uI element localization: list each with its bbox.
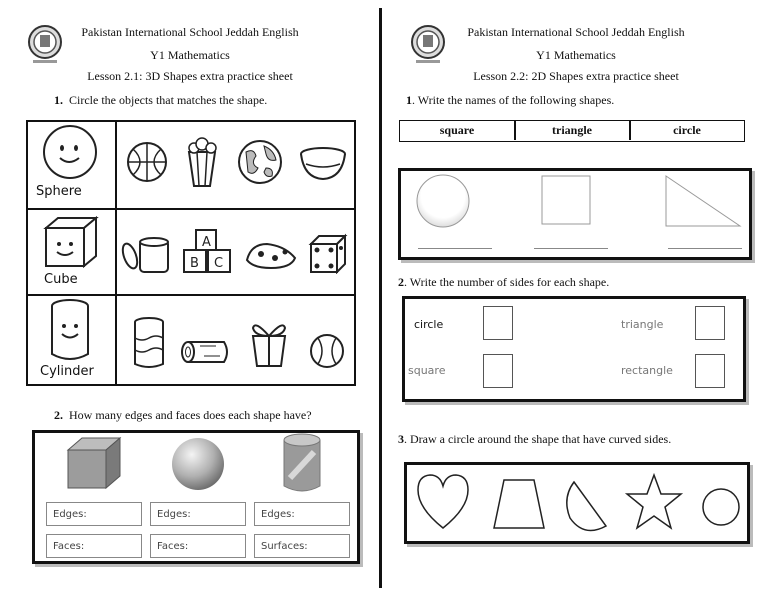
- cube-3d-icon: [64, 434, 124, 492]
- cheese-icon[interactable]: [245, 238, 297, 272]
- question-text: How many edges and faces does each shape have?: [69, 408, 312, 422]
- block-letter-b: B: [190, 256, 199, 271]
- question-number: 3: [398, 432, 404, 446]
- sides-label-circle: circle: [414, 318, 444, 331]
- question-2-left: [54, 408, 312, 423]
- can-icon[interactable]: [132, 316, 166, 370]
- block-letter-a: A: [202, 235, 211, 250]
- question-text: . Write the names of the following shapes.: [412, 93, 615, 107]
- page-divider: [379, 8, 382, 588]
- square-shape-icon: [540, 174, 594, 228]
- basketball-icon[interactable]: [125, 140, 169, 184]
- sides-label-triangle: triangle: [621, 318, 664, 331]
- question-text: Circle the objects that matches the shape.: [69, 93, 268, 107]
- edges-input-cylinder[interactable]: Edges:: [254, 502, 350, 526]
- question-1-left: [54, 93, 267, 108]
- question-number: 2.: [54, 408, 63, 422]
- edges-input-cube[interactable]: Edges:: [46, 502, 142, 526]
- faces-input-sphere[interactable]: Faces:: [150, 534, 246, 558]
- school-logo-left: [25, 24, 65, 66]
- sides-input-rectangle[interactable]: [695, 354, 725, 388]
- word-bank: [399, 120, 745, 142]
- sphere-label: Sphere: [36, 184, 82, 199]
- answer-line-square[interactable]: [534, 248, 608, 249]
- globe-icon[interactable]: [236, 138, 284, 186]
- school-name-right: Pakistan International School Jeddah English: [467, 25, 685, 39]
- heart-shape-icon[interactable]: [414, 470, 472, 532]
- cube-label: Cube: [44, 272, 78, 287]
- block-letter-c: C: [214, 256, 224, 271]
- popcorn-icon[interactable]: [184, 136, 220, 188]
- sides-input-triangle[interactable]: [695, 306, 725, 340]
- gift-icon[interactable]: [245, 316, 293, 368]
- answer-line-circle[interactable]: [418, 248, 492, 249]
- sides-label-square: square: [408, 364, 446, 377]
- triangle-shape-icon: [664, 174, 744, 230]
- jar-icon[interactable]: [120, 234, 172, 274]
- word-square: square: [439, 123, 475, 137]
- cylinder-3d-icon: [280, 432, 324, 496]
- cylinder-character-icon: [46, 298, 94, 364]
- question-number: 1.: [54, 93, 63, 107]
- star-shape-icon[interactable]: [624, 472, 684, 532]
- cube-character-icon: [40, 214, 100, 270]
- edges-input-sphere[interactable]: Edges:: [150, 502, 246, 526]
- sides-input-circle[interactable]: [483, 306, 513, 340]
- question-2-right: [398, 275, 609, 290]
- surfaces-input-cylinder[interactable]: Surfaces:: [254, 534, 350, 558]
- circle-outline-shape-icon[interactable]: [700, 486, 742, 528]
- word-triangle: triangle: [552, 123, 592, 137]
- sphere-3d-icon: [170, 436, 226, 492]
- log-icon[interactable]: [180, 336, 232, 368]
- subject-left: Y1 Mathematics: [150, 48, 230, 62]
- question-number: 1: [406, 93, 412, 107]
- sides-label-rectangle: rectangle: [621, 364, 673, 377]
- question-text: . Write the number of sides for each shape.: [404, 275, 610, 289]
- school-logo-right: [408, 24, 448, 66]
- word-circle: circle: [673, 123, 701, 137]
- bowl-icon[interactable]: [298, 146, 348, 182]
- subject-right: Y1 Mathematics: [536, 48, 616, 62]
- baseball-icon[interactable]: [308, 332, 346, 370]
- sphere-character-icon: [38, 124, 102, 184]
- cylinder-label: Cylinder: [40, 364, 94, 379]
- semicircle-shape-icon[interactable]: [562, 478, 610, 534]
- question-3-right: [398, 432, 671, 447]
- question-1-right: [406, 93, 614, 108]
- lesson-title-right: Lesson 2.2: 2D Shapes extra practice sheet: [473, 69, 679, 83]
- faces-input-cube[interactable]: Faces:: [46, 534, 142, 558]
- answer-line-triangle[interactable]: [668, 248, 742, 249]
- abc-blocks-icon[interactable]: [180, 228, 236, 274]
- trapezoid-shape-icon[interactable]: [490, 476, 548, 532]
- dice-icon[interactable]: [307, 232, 349, 274]
- lesson-title-left: Lesson 2.1: 3D Shapes extra practice sheet: [87, 69, 293, 83]
- question-text: . Draw a circle around the shape that have curved sides.: [404, 432, 672, 446]
- question-number: 2: [398, 275, 404, 289]
- circle-shape-icon: [414, 172, 472, 230]
- sides-input-square[interactable]: [483, 354, 513, 388]
- school-name-left: Pakistan International School Jeddah English: [81, 25, 299, 39]
